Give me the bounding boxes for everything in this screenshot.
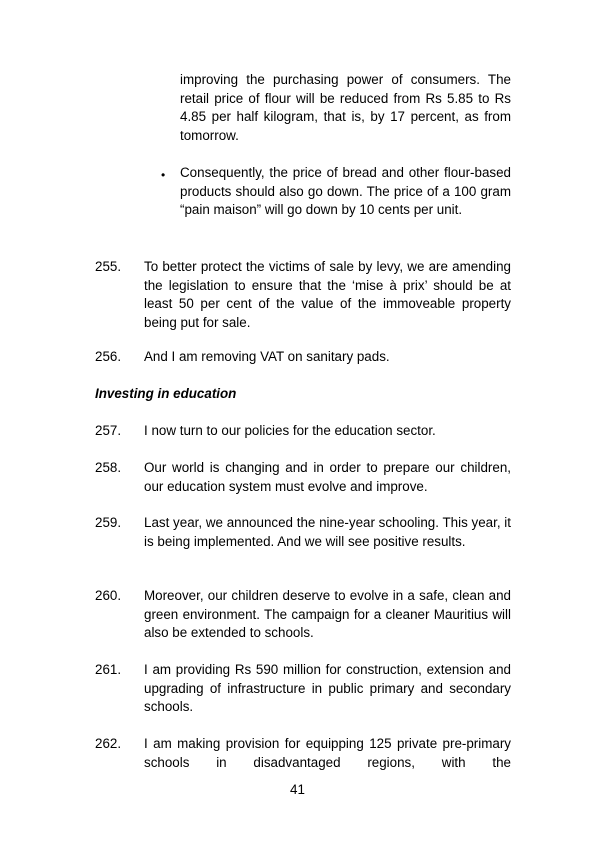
paragraph-number: 256. — [95, 349, 122, 364]
paragraph-text: And I am removing VAT on sanitary pads. — [144, 349, 390, 364]
paragraph-number: 255. — [95, 259, 122, 274]
paragraph-text: To better protect the victims of sale by levy, we are amending the legislation to ensure that the ‘mise à prix’ should be at least 50 per cent of the value of the immoveable property being put for sale. — [144, 259, 511, 330]
paragraph-text: Moreover, our children deserve to evolve in a safe, clean and green environment. The campaign for a cleaner Mauritius will also be extended to schools. — [144, 588, 511, 641]
paragraph-text: I am providing Rs 590 million for construction, extension and upgrading of infrastructure in public primary and secondary schools. — [144, 662, 511, 715]
paragraph-text: I now turn to our policies for the education sector. — [144, 423, 436, 438]
continued-bullet-text: improving the purchasing power of consumers. The retail price of flour will be reduced from Rs 5.85 to Rs 4.85 per half kilogram, that is, by 17 percent, as from tomorrow. — [180, 72, 511, 143]
section-heading: Investing in education — [95, 386, 237, 401]
paragraph-number: 260. — [95, 588, 122, 603]
paragraph-text: Our world is changing and in order to prepare our children, our education system must evolve and improve. — [144, 460, 511, 494]
paragraph-number: 258. — [95, 460, 122, 475]
paragraph-number: 262. — [95, 736, 122, 751]
paragraph-number: 257. — [95, 423, 122, 438]
bullet-text: Consequently, the price of bread and other flour-based products should also go down. The price of a 100 gram “pain maison” will go down by 10 cents per unit. — [180, 165, 511, 218]
paragraph-number: 261. — [95, 662, 122, 677]
paragraph-text: Last year, we announced the nine-year schooling. This year, it is being implemented. And we will see positive results. — [144, 515, 511, 549]
paragraph-text: I am making provision for equipping 125 private pre-primary schools in disadvantaged regions, with the — [144, 736, 511, 770]
paragraph-number: 259. — [95, 515, 122, 530]
bullet-symbol: • — [161, 168, 166, 182]
page-number: 41 — [290, 782, 305, 797]
